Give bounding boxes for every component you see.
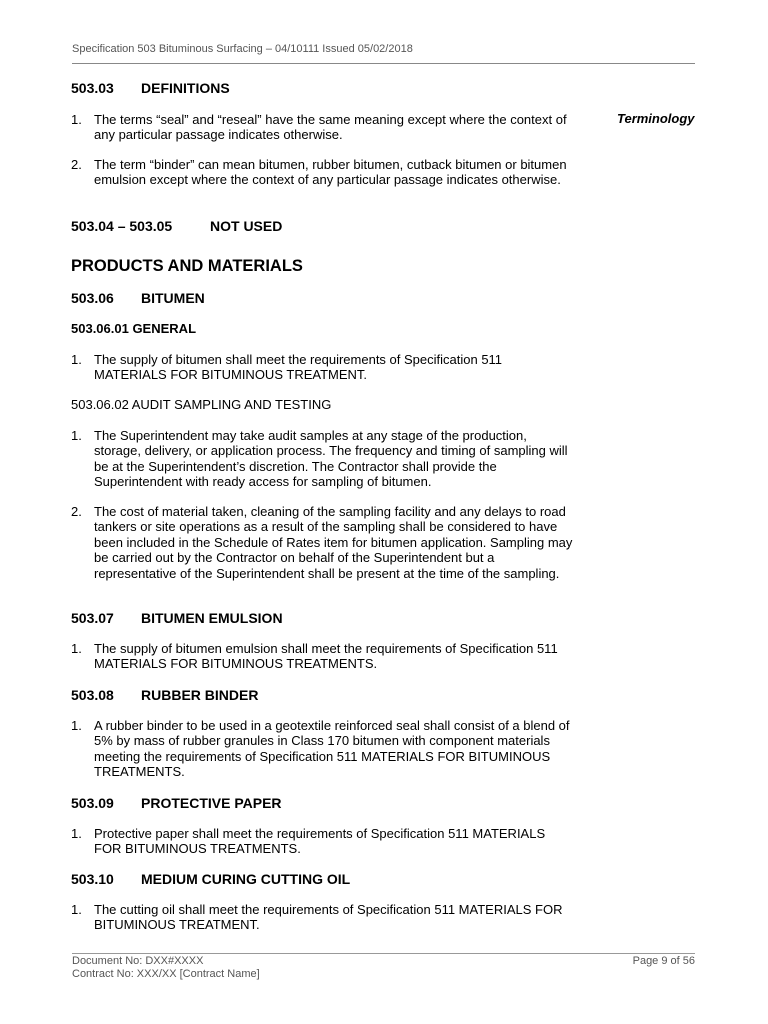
page-header: Specification 503 Bituminous Surfacing – 04/10111 Issued 05/02/2018	[72, 43, 413, 55]
list-item: 1. The supply of bitumen shall meet the requirements of Specification 511 MATERIALS FOR BITUMINOUS TREATMENT.	[71, 352, 503, 383]
section-number: 503.08	[71, 687, 114, 703]
section-heading-503-10	[71, 871, 350, 887]
section-title: NOT USED	[210, 218, 283, 234]
list-item: 1. Protective paper shall meet the requirements of Specification 511 MATERIALS FOR BITUMINOUS TREATMENTS.	[71, 826, 546, 857]
page-number: Page 9 of 56	[632, 955, 695, 967]
section-number: 503.03	[71, 80, 114, 96]
list-item: 1. A rubber binder to be used in a geotextile reinforced seal shall consist of a blend of 5% by mass of rubber granules in Class 170 bitumen with component materials meeting the requirements of Specification 511 MATERIALS FOR BITUMINOUS TREATMENTS.	[71, 718, 570, 780]
section-heading-503-07	[71, 610, 283, 626]
list-item: 2. The cost of material taken, cleaning of the sampling facility and any delays to road tankers or site operations as a result of the sampling shall be considered to have been included in the Schedule of Rates item for bitumen application. Sampling may be carried out by the Contractor on behalf of the Superintendent but a representative of the Superintendent shall be present at the time of the sampling.	[71, 504, 573, 581]
section-title: BITUMEN EMULSION	[141, 610, 283, 626]
section-title: MEDIUM CURING CUTTING OIL	[141, 871, 351, 887]
section-title: BITUMEN	[141, 290, 205, 306]
margin-note: Terminology	[617, 111, 695, 126]
footer-divider	[72, 953, 695, 954]
list-item: 1. The terms “seal” and “reseal” have the same meaning except where the context of any particular passage indicates otherwise.	[71, 112, 567, 143]
section-heading-503-03	[71, 80, 230, 96]
section-heading-503-04	[71, 218, 282, 234]
section-heading-503-08	[71, 687, 258, 703]
subsection-heading-503-06-01: 503.06.01 GENERAL	[71, 321, 197, 336]
section-number: 503.09	[71, 795, 114, 811]
section-heading-503-09	[71, 795, 282, 811]
section-number: 503.10	[71, 871, 114, 887]
contract-number: Contract No: XXX/XX [Contract Name]	[72, 968, 260, 980]
list-item: 2. The term “binder” can mean bitumen, rubber bitumen, cutback bitumen or bitumen emulsion except where the context of any particular passage indicates otherwise.	[71, 157, 567, 188]
section-title: PROTECTIVE PAPER	[141, 795, 282, 811]
section-title: DEFINITIONS	[141, 80, 230, 96]
header-divider	[72, 63, 695, 64]
footer-document-info	[72, 955, 260, 981]
list-item: 1. The supply of bitumen emulsion shall meet the requirements of Specification 511 MATERIALS FOR BITUMINOUS TREATMENTS.	[71, 641, 558, 672]
document-number: Document No: DXX#XXXX	[72, 955, 204, 967]
part-heading: PRODUCTS AND MATERIALS	[71, 257, 303, 275]
section-title: RUBBER BINDER	[141, 687, 259, 703]
section-number: 503.07	[71, 610, 114, 626]
list-item: 1. The cutting oil shall meet the requirements of Specification 511 MATERIALS FOR BITUMINOUS TREATMENT.	[71, 902, 563, 933]
section-number: 503.04 – 503.05	[71, 218, 173, 234]
section-heading-503-06	[71, 290, 205, 306]
section-number: 503.06	[71, 290, 114, 306]
subsection-heading-503-06-02: 503.06.02 AUDIT SAMPLING AND TESTING	[71, 397, 332, 412]
list-item: 1. The Superintendent may take audit samples at any stage of the production, storage, delivery, or application process. The frequency and timing of sampling will be at the Superintendent’s discretion. The Contractor shall provide the Superintendent with ready access for sampling of bitumen.	[71, 428, 568, 490]
